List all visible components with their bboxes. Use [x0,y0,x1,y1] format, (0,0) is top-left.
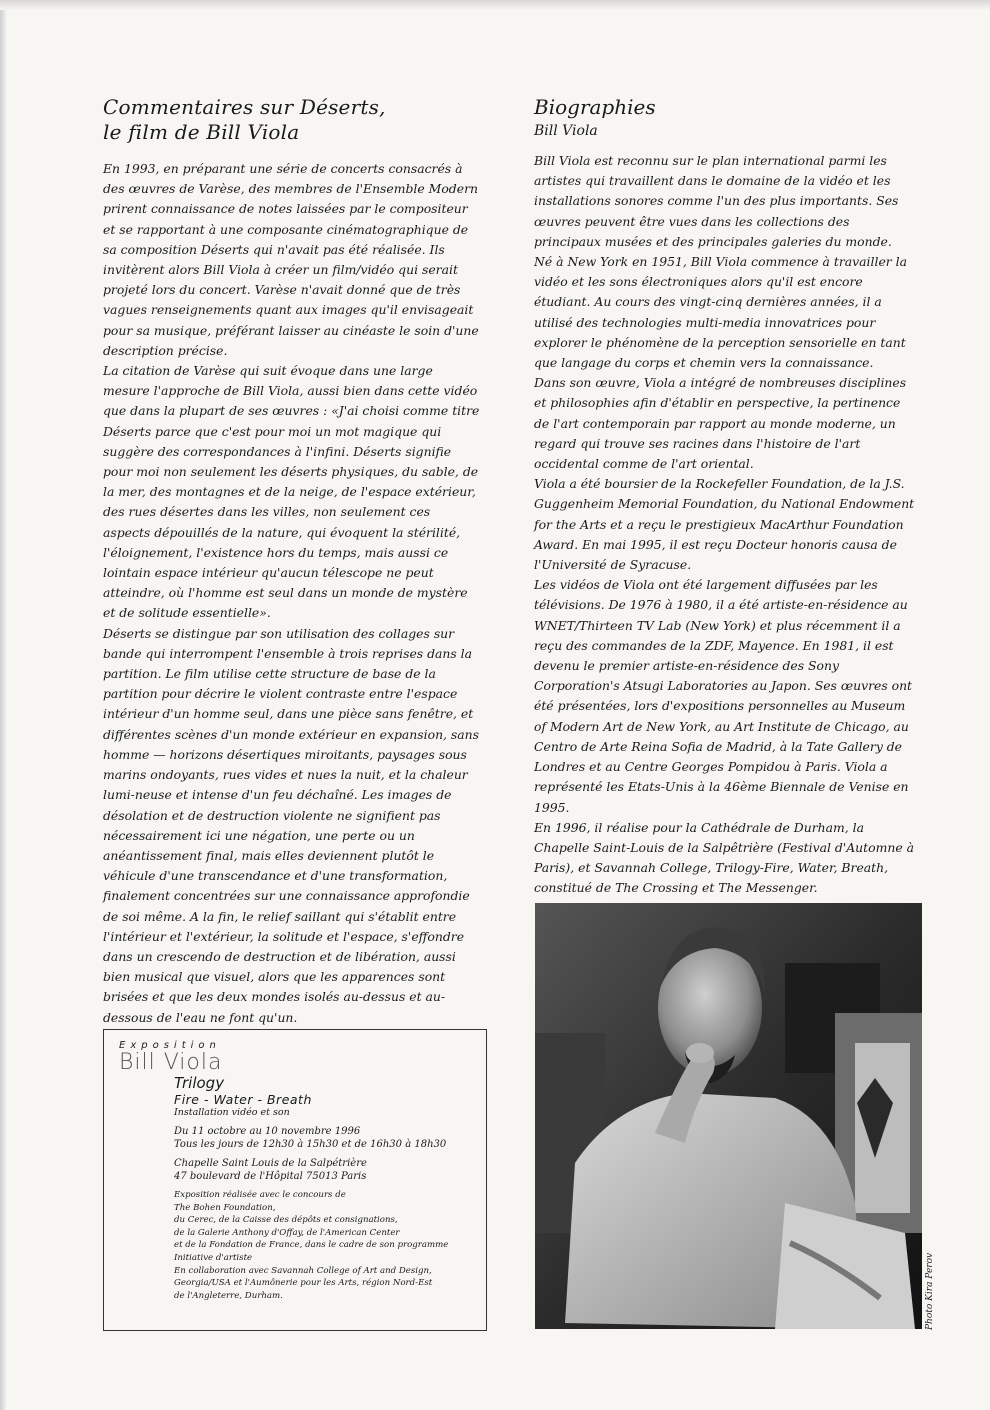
biography-paragraph: Dans son œuvre, Viola a intégré de nombreuses disciplines et philosophies afin d'établir en perspective, la pertinence de l'art contemporain par rapport au monde moderne, un regard qui trouve ses racines dans l'histoire de l'art occidental comme de l'art oriental. [534,375,907,472]
exhibition-hours: Tous les jours de 12h30 à 15h30 et de 16h30 à 18h30 [174,1139,447,1150]
artist-photo [535,903,922,1329]
credit-line: de la Galerie Anthony d'Offay, de l'American Center [174,1227,400,1238]
exhibition-artist: Bill Viola [119,1050,223,1075]
credit-line: Exposition réalisée avec le concours de [174,1190,346,1200]
exhibition-work-subtitle: Fire - Water - Breath [174,1092,312,1107]
artist-portrait-illustration [535,903,922,1329]
scan-edge [0,0,6,1410]
credit-line: du Cerec, de la Caisse des dépôts et consignations, [174,1215,398,1226]
article-paragraph: En 1993, en préparant une série de concerts consacrés à des œuvres de Varèse, des membres de l'Ensemble Modern prirent connaissance de notes laissées par le compositeur et se rapportant à une composante cinématographique de sa composition Déserts qui n'avait pas été réalisée. Ils invitèrent alors Bill Viola à créer un film/vidéo qui serait projeté lors du concert. Varèse n'avait donné que de très vagues renseignements quant aux images qu'il envisageait pour sa musique, préférant laisser au cinéaste le soin d'une description précise. [103,161,479,358]
left-column [103,95,481,1028]
exhibition-venue: Chapelle Saint Louis de la Salpétrière [174,1158,367,1169]
exhibition-medium: Installation vidéo et son [174,1107,290,1118]
article-paragraph: La citation de Varèse qui suit évoque dans une large mesure l'approche de Bill Viola, aussi bien dans cette vidéo que dans la plupart de ses œuvres : «J'ai choisi comme titre Déserts parce que c'est pour moi un mot magique qui suggère des correspondances à l'infini. Déserts signifie pour moi non seulement les déserts physiques, du sable, de la mer, des montagnes et de la neige, de l'espace extérieur, des rues désertes dans les villes, non seulement ces aspects dépouillés de la nature, qui évoquent la stérilité, l'éloignement, l'existence hors du temps, mais aussi ce lointain espace intérieur qu'aucun télescope ne peut atteindre, où l'homme est seul dans un monde de mystère et de solitude essentielle». [103,363,480,621]
scan-edge-top [0,0,990,10]
exhibition-box [103,1029,487,1331]
article-title [103,95,481,145]
article-paragraph: Déserts se distingue par son utilisation des collages sur bande qui interrompent l'ensemble à trois reprises dans la partition. Le film utilise cette structure de base de la partition pour décrire le violent contraste entre l'espace intérieur d'un homme seul, dans une pièce sans fenêtre, et différentes scènes d'un monde extérieur en expansion, sans homme — horizons désertiques miroitants, paysages sous marins ondoyants, rues vides et nues la nuit, et la chaleur lumi-neuse et intense d'un feu déchaîné. Les images de désolation et de destruction violente ne signifient pas nécessairement ici une négation, une perte ou un anéantissement final, mais elles deviennent plutôt le véhicule d'une transcendance et d'une transformation, finalement concentrées sur une connaissance approfondie de soi même. A la fin, le relief saillant qui s'établit entre l'intérieur et l'extérieur, la solitude et l'espace, s'effondre dans un crescendo de destruction et de libération, aussi bien musical que visuel, alors que les apparences sont brisées et que les deux mondes isolés au-dessus et au-dessous de l'eau ne font qu'un. [103,625,480,1025]
biography-paragraph: Viola a été boursier de la Rockefeller Foundation, de la J.S. Guggenheim Memorial Foundation, du National Endowment for the Arts et a reçu le prestigieux MacArthur Foundation Award. En mai 1995, il est reçu Docteur honoris causa de l'Université de Syracuse. [534,476,915,573]
biography-paragraph: Les vidéos de Viola ont été largement diffusées par les télévisions. De 1976 à 1980, il a été artiste-en-résidence au WNET/Thirteen TV Lab (New York) et plus récemment il a reçu des commandes de la ZDF, Mayence. En 1981, il est devenu le premier artiste-en-résidence des Sony Corporation's Atsugi Laboratories au Japon. Ses œuvres ont été présentées, lors d'expositions personnelles au Museum of Modern Art de New York, au Art Institute de Chicago, au Centro de Arte Reina Sofia de Madrid, à la Tate Gallery de Londres et au Centre Georges Pompidou à Paris. Viola a représenté les Etats-Unis à la 46ème Biennale de Venise en 1995. [534,577,913,815]
right-column [534,95,919,899]
article-title-line2: le film de Bill Viola [103,120,300,144]
credit-line: En collaboration avec Savannah College of Art and Design, [174,1265,432,1276]
credit-line: de l'Angleterre, Durham. [174,1290,283,1301]
biography-paragraph: En 1996, il réalise pour la Cathédrale de Durham, la Chapelle Saint-Louis de la Salpêtrière (Festival d'Automne à Paris), et Savannah College, Trilogy-Fire, Water, Breath, constitué de The Crossing et The Messenger. [534,819,914,896]
exhibition-address: 47 boulevard de l'Hôpital 75013 Paris [174,1171,367,1182]
credit-line: Initiative d'artiste [174,1252,253,1263]
credit-line: et de la Fondation de France, dans le cadre de son programme [174,1240,449,1251]
exhibition-dates: Du 11 octobre au 10 novembre 1996 [174,1126,361,1137]
exhibition-work-title: Trilogy [174,1074,225,1092]
exhibition-details [174,1074,476,1302]
exhibition-label: Exposition [119,1040,221,1051]
article-title-line1: Commentaires sur Déserts, [103,95,386,119]
biography-name: Bill Viola [534,123,598,139]
biography-paragraph: Bill Viola est reconnu sur le plan international parmi les artistes qui travaillent dans le domaine de la vidéo et les installations sonores comme l'un des plus importants. Ses œuvres peuvent être vues dans les collections des principaux musées et des principales galeries du monde. [534,153,899,249]
exhibition-credits [174,1189,476,1302]
biography-paragraph: Né à New York en 1951, Bill Viola commence à travailler la vidéo et les sons électroniques alors qu'il est encore étudiant. Au cours des vingt-cinq dernières années, il a utilisé des technologies multi-media innovatrices pour explorer le phénomène de la perception sensorielle en tant que langage du corps et chemin vers la connaissance. [534,254,907,371]
credit-line: Georgia/USA et l'Aumônerie pour les Arts, région Nord-Est [174,1278,433,1289]
credit-line: The Bohen Foundation, [174,1202,276,1213]
biography-title: Biographies [534,95,656,119]
photo-credit: Photo Kira Perov [925,1252,935,1330]
